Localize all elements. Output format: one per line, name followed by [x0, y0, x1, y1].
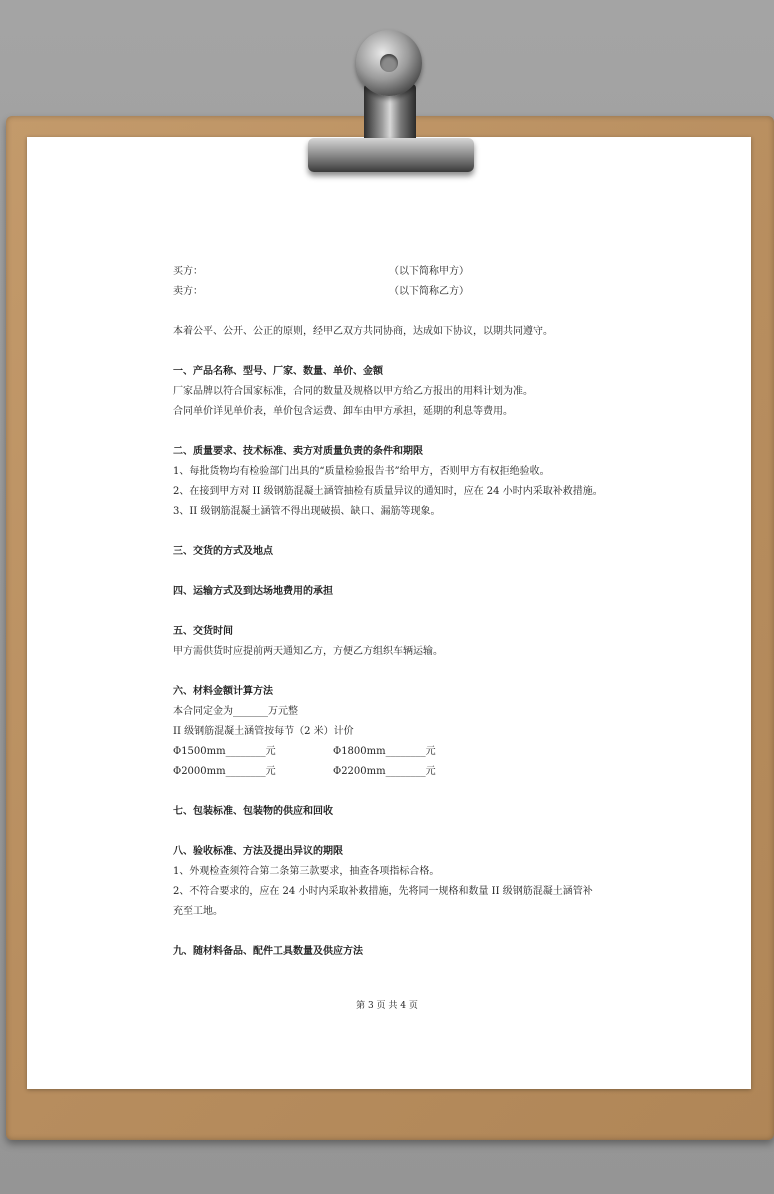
contract-body — [173, 262, 613, 962]
section-2-item: 1、每批货物均有检验部门出具的“质量检验报告书”给甲方，否则甲方有权拒绝验收。 — [173, 466, 550, 477]
section-2-title: 二、质量要求、技术标准、卖方对质量负责的条件和期限 — [173, 446, 423, 457]
buyer-label: 买方： — [173, 266, 203, 277]
section-8-item: 1、外观检查须符合第二条第三款要求，抽查各项指标合格。 — [173, 866, 440, 877]
seller-label: 卖方： — [173, 286, 203, 297]
section-1-paragraph: 厂家品牌以符合国家标准，合同的数量及规格以甲方给乙方报出的用料计划为准。 — [173, 386, 533, 397]
section-1-paragraph: 合同单价详见单价表，单价包含运费、卸车由甲方承担，延期的利息等费用。 — [173, 406, 513, 417]
price-row — [173, 742, 613, 762]
seller-note: （以下简称乙方） — [389, 286, 469, 297]
section-5-paragraph: 甲方需供货时应提前两天通知乙方，方便乙方组织车辆运输。 — [173, 646, 443, 657]
section-8-item: 2、不符合要求的，应在 24 小时内采取补救措施，先将同一规格和数量 II 级钢筋混凝土涵管补 — [173, 886, 593, 897]
section-9-title: 九、随材料备品、配件工具数量及供应方法 — [173, 946, 363, 957]
buyer-note: （以下简称甲方） — [389, 266, 469, 277]
deposit-line: 本合同定金为_______万元整 — [173, 706, 298, 717]
section-4-title: 四、运输方式及到达场地费用的承担 — [173, 586, 333, 597]
buyer-line — [173, 262, 613, 282]
intro-paragraph: 本着公平、公开、公正的原则，经甲乙双方共同协商，达成如下协议，以期共同遵守。 — [173, 326, 553, 337]
section-6-title: 六、材料金额计算方法 — [173, 686, 273, 697]
section-2-item: 3、II 级钢筋混凝土涵管不得出现破损、缺口、漏筋等现象。 — [173, 506, 441, 517]
seller-line — [173, 282, 613, 302]
price-2000: Φ2000mm________元 — [173, 766, 276, 777]
section-8-item: 充至工地。 — [173, 906, 223, 917]
page-number: 第 3 页 共 4 页 — [356, 1001, 418, 1011]
price-row — [173, 762, 613, 782]
section-1-title: 一、产品名称、型号、厂家、数量、单价、金额 — [173, 366, 383, 377]
section-7-title: 七、包装标准、包装物的供应和回收 — [173, 806, 333, 817]
price-1800: Φ1800mm________元 — [333, 746, 436, 757]
section-3-title: 三、交货的方式及地点 — [173, 546, 273, 557]
section-2-item: 2、在接到甲方对 II 级钢筋混凝土涵管抽检有质量异议的通知时，应在 24 小时内采取补救措施。 — [173, 486, 603, 497]
section-5-title: 五、交货时间 — [173, 626, 233, 637]
binder-clip-ring-icon — [356, 30, 422, 96]
pricing-basis-line: II 级钢筋混凝土涵管按每节（2 米）计价 — [173, 726, 354, 737]
binder-clip-plate-icon — [308, 138, 474, 172]
price-2200: Φ2200mm________元 — [333, 766, 436, 777]
price-1500: Φ1500mm________元 — [173, 746, 276, 757]
section-8-title: 八、验收标准、方法及提出异议的期限 — [173, 846, 343, 857]
